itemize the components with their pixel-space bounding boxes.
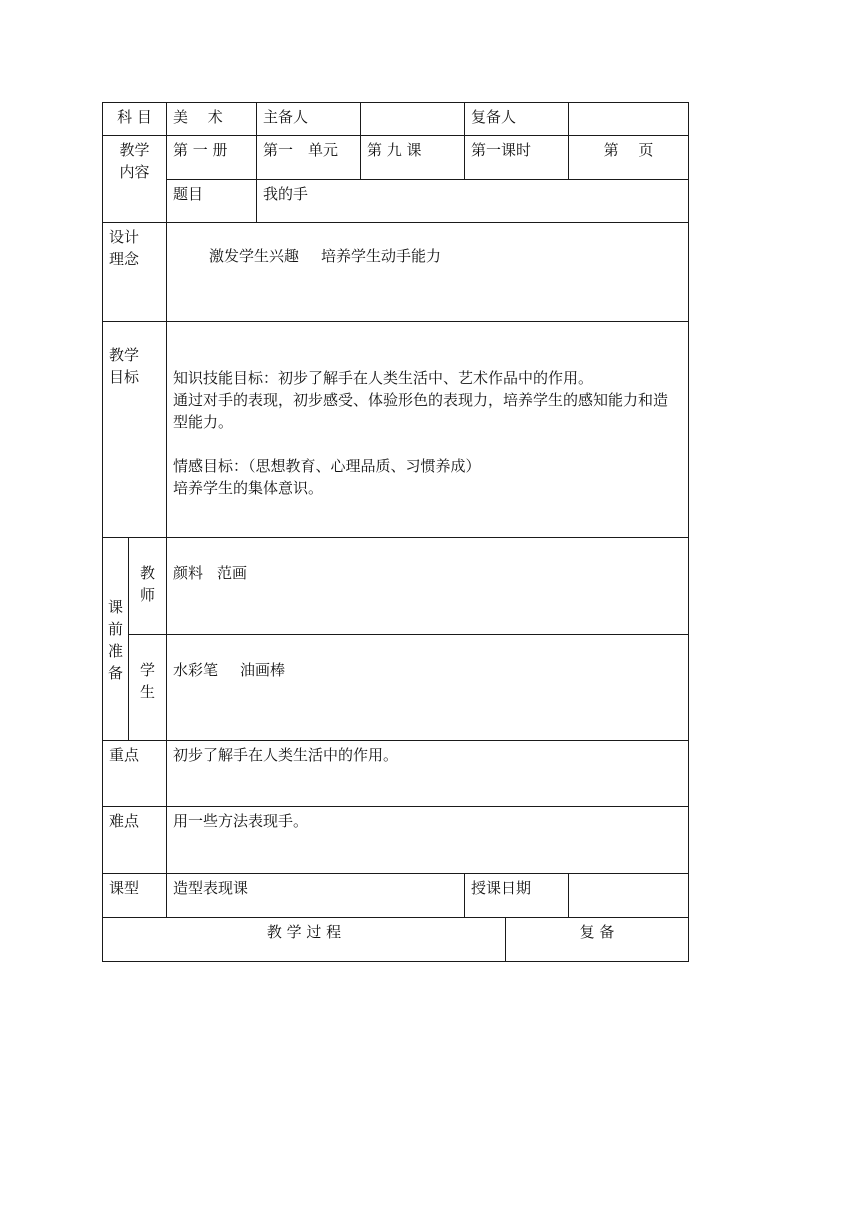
volume-cell: 第 一 册 [167, 136, 257, 180]
difficulty-value: 用一些方法表现手。 [167, 807, 689, 874]
student-value-1: 水彩笔 [173, 661, 219, 679]
lead-preparer-label: 主备人 [257, 103, 361, 136]
page-cell: 第 页 [569, 136, 689, 180]
key-point-row [103, 741, 689, 807]
teacher-value [167, 538, 689, 635]
subject-label: 科 目 [103, 103, 167, 136]
process-header-row [103, 918, 689, 961]
lesson-plan-table [102, 102, 689, 918]
topic-value: 我的手 [257, 180, 689, 223]
key-value: 初步了解手在人类生活中的作用。 [167, 741, 689, 807]
design-label: 设计 理念 [103, 223, 167, 322]
process-label: 教 学 过 程 [103, 918, 506, 961]
date-label: 授课日期 [465, 874, 569, 918]
lead-preparer-value [361, 103, 465, 136]
teacher-label: 教 师 [129, 538, 167, 635]
teacher-value-2: 范画 [217, 564, 248, 582]
goals-text: 知识技能目标：初步了解手在人类生活中、艺术作品中的作用。 通过对手的表现，初步感受、体验形色的表现力，培养学生的感知能力和造型能力。 情感目标：（思想教育、心理品质、习惯养成） 培养学生的集体意识。 [167, 322, 689, 538]
goals-label: 教学 目标 [103, 322, 167, 538]
teacher-value-1: 颜料 [173, 564, 204, 582]
design-row [103, 223, 689, 322]
prep-label: 课 前 准 备 [103, 538, 129, 741]
lesson-type-row [103, 874, 689, 918]
content-row [103, 136, 689, 180]
reviewer-label: 复备人 [465, 103, 569, 136]
teacher-prep-row [103, 538, 689, 635]
design-value-2: 培养学生动手能力 [321, 247, 442, 265]
difficulty-row [103, 807, 689, 874]
subject-value: 美 术 [167, 103, 257, 136]
design-value [167, 223, 689, 322]
period-cell: 第一课时 [465, 136, 569, 180]
student-value [167, 635, 689, 741]
review-label: 复 备 [506, 918, 689, 961]
topic-row [103, 180, 689, 223]
process-table [102, 918, 689, 962]
student-prep-row [103, 635, 689, 741]
type-label: 课型 [103, 874, 167, 918]
student-value-2: 油画棒 [240, 661, 286, 679]
lesson-plan-form [102, 102, 688, 962]
header-row [103, 103, 689, 136]
lesson-cell: 第 九 课 [361, 136, 465, 180]
date-value [569, 874, 689, 918]
unit-cell: 第一 单元 [257, 136, 361, 180]
content-label: 教学 内容 [103, 136, 167, 223]
key-label: 重点 [103, 741, 167, 807]
goals-row [103, 322, 689, 538]
reviewer-value [569, 103, 689, 136]
design-value-1: 激发学生兴趣 [209, 247, 300, 265]
student-label: 学 生 [129, 635, 167, 741]
type-value: 造型表现课 [167, 874, 465, 918]
topic-label: 题目 [167, 180, 257, 223]
difficulty-label: 难点 [103, 807, 167, 874]
